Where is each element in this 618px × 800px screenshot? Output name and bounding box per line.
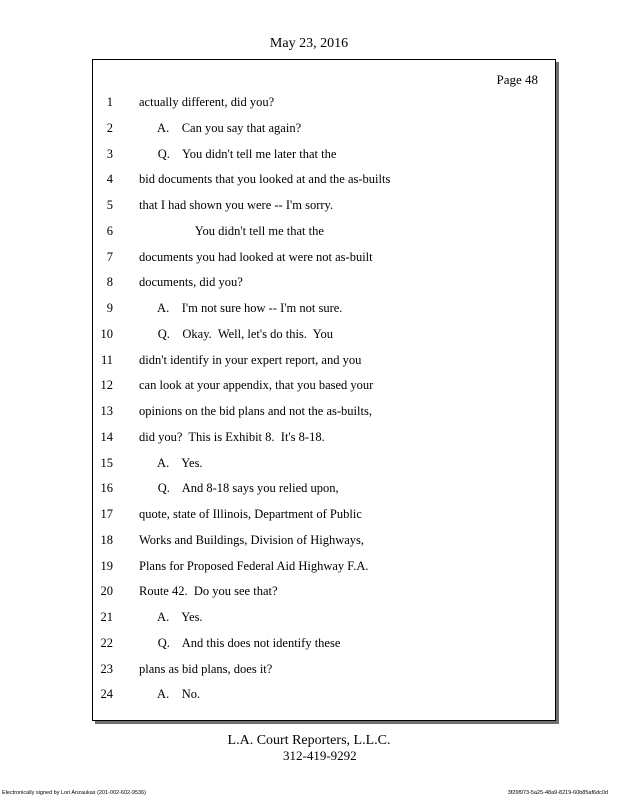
transcript-line <box>93 249 555 275</box>
line-text: actually different, did you? <box>139 95 275 109</box>
line-number: 20 <box>100 584 113 599</box>
document-hash: 3f26f973-5a25-48a9-8219-60b85af6dc0d <box>507 790 608 796</box>
line-text: Q. And 8-18 says you relied upon, <box>139 481 339 496</box>
transcript-line <box>93 146 555 172</box>
line-number: 5 <box>106 198 113 212</box>
line-number: 6 <box>106 223 113 238</box>
line-text: did you? This is Exhibit 8. It's 8-18. <box>139 429 325 444</box>
transcript-line <box>93 686 555 712</box>
line-number: 24 <box>100 687 113 702</box>
line-text: Works and Buildings, Division of Highways, <box>139 532 365 547</box>
transcript-line <box>93 506 555 532</box>
line-number: 11 <box>100 352 113 367</box>
footer-phone: 312-419-9292 <box>283 748 357 763</box>
line-text: didn't identify in your expert report, and you <box>139 352 362 367</box>
line-text: documents you had looked at were not as-built <box>139 249 373 264</box>
line-text: opinions on the bid plans and not the as-builts, <box>139 404 372 418</box>
line-number: 12 <box>100 378 113 393</box>
transcript-line <box>93 609 555 635</box>
line-text: A. Can you say that again? <box>139 120 302 135</box>
transcript-line <box>93 274 555 300</box>
line-number: 2 <box>106 120 113 135</box>
line-text: Route 42. Do you see that? <box>139 584 278 599</box>
line-text: Q. You didn't tell me later that the <box>139 146 337 161</box>
electronic-signature-note: Electronically signed by Lori Anzaukas (201-002-602-9536) <box>2 790 147 796</box>
transcript-line <box>93 326 555 352</box>
line-number: 10 <box>100 326 113 341</box>
line-number: 3 <box>106 146 113 161</box>
transcript-line <box>93 300 555 326</box>
transcript-page <box>92 59 556 721</box>
transcript-line <box>93 120 555 146</box>
line-text: A. Yes. <box>139 610 203 624</box>
line-text: A. No. <box>139 687 201 702</box>
line-number: 13 <box>100 404 113 418</box>
transcript-line <box>93 197 555 223</box>
line-number: 21 <box>100 610 113 624</box>
line-text: quote, state of Illinois, Department of Public <box>139 507 362 521</box>
transcript-line <box>93 223 555 249</box>
line-text: plans as bid plans, does it? <box>139 661 273 676</box>
transcript-line <box>93 583 555 609</box>
transcript-line <box>93 532 555 558</box>
line-text: Q. Okay. Well, let's do this. You <box>139 326 333 341</box>
transcript-line <box>93 558 555 584</box>
line-number: 7 <box>106 249 113 264</box>
line-number: 23 <box>100 661 113 676</box>
line-text: Q. And this does not identify these <box>139 635 341 650</box>
header-date: May 23, 2016 <box>269 36 349 51</box>
transcript-line <box>93 377 555 403</box>
line-text: can look at your appendix, that you based your <box>139 378 374 393</box>
line-text: documents, did you? <box>139 275 243 290</box>
line-number: 4 <box>106 172 113 187</box>
line-text: bid documents that you looked at and the as-builts <box>139 172 391 187</box>
line-number: 15 <box>100 455 113 470</box>
line-text: A. Yes. <box>139 455 203 470</box>
line-number: 17 <box>100 507 113 521</box>
line-text: A. I'm not sure how -- I'm not sure. <box>139 301 343 315</box>
line-text: Plans for Proposed Federal Aid Highway F.A. <box>139 558 369 573</box>
page-number: Page 48 <box>496 72 538 87</box>
transcript-lines <box>93 94 555 712</box>
line-number: 19 <box>100 558 113 573</box>
transcript-line <box>93 455 555 481</box>
transcript-line <box>93 429 555 455</box>
transcript-line <box>93 94 555 120</box>
transcript-line <box>93 403 555 429</box>
footer-company: L.A. Court Reporters, L.L.C. <box>227 733 391 748</box>
transcript-line <box>93 635 555 661</box>
line-number: 22 <box>100 635 113 650</box>
line-number: 16 <box>100 481 113 496</box>
line-number: 14 <box>100 429 113 444</box>
transcript-line <box>93 171 555 197</box>
line-text: that I had shown you were -- I'm sorry. <box>139 198 334 212</box>
line-number: 9 <box>106 301 113 315</box>
transcript-line <box>93 480 555 506</box>
line-number: 8 <box>106 275 113 290</box>
transcript-line <box>93 352 555 378</box>
transcript-line <box>93 661 555 687</box>
line-number: 18 <box>100 532 113 547</box>
line-text: You didn't tell me that the <box>139 223 324 238</box>
line-number: 1 <box>106 95 113 109</box>
